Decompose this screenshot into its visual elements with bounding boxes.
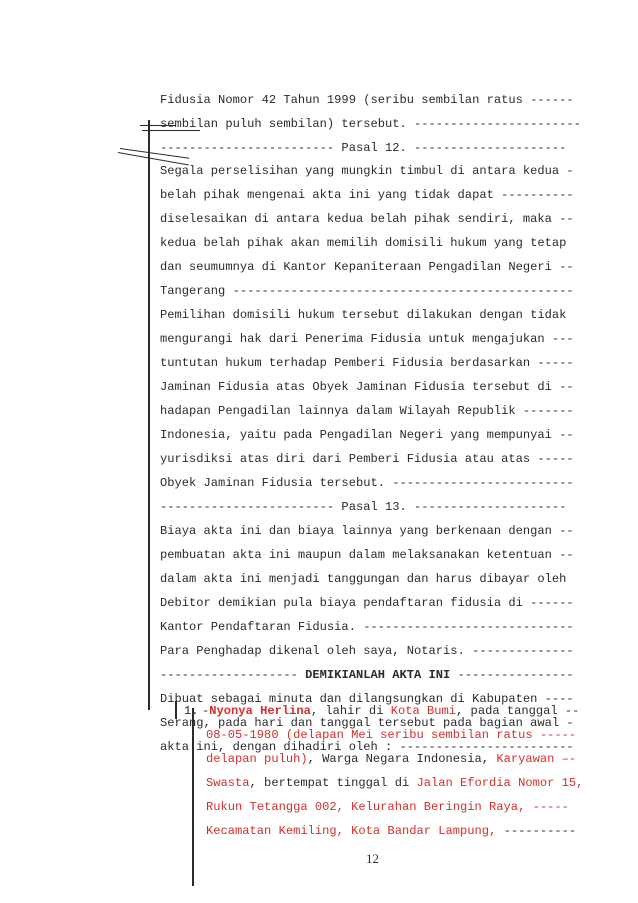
text-line: Indonesia, yaitu pada Pengadilan Negeri yang mempunyai -- bbox=[160, 428, 574, 442]
text-line: belah pihak mengenai akta ini yang tidak dapat ---------- bbox=[160, 188, 574, 202]
closing-dash-after: ---------------- bbox=[450, 668, 574, 682]
closing-title: DEMIKIANLAH AKTA INI bbox=[305, 668, 451, 682]
text-line: dan seumumnya di Kantor Kepaniteraan Pengadilan Negeri -- bbox=[160, 260, 574, 274]
margin-rule-main bbox=[148, 120, 150, 710]
text-line: kedua belah pihak akan memilih domisili hukum yang tetap bbox=[160, 236, 567, 250]
party-dash: - bbox=[202, 704, 210, 718]
text-line: Segala perselisihan yang mungkin timbul di antara kedua - bbox=[160, 164, 574, 178]
text-line: Kantor Pendaftaran Fidusia. ----------------------------- bbox=[160, 620, 574, 634]
party-birthdate: 08-05-1980 (delapan Mei seribu sembilan ratus ----- bbox=[206, 728, 577, 742]
text-line: mengurangi hak dari Penerima Fidusia untuk mengajukan --- bbox=[160, 332, 574, 346]
text-line: hadapan Pengadilan lainnya dalam Wilayah Republik ------- bbox=[160, 404, 574, 418]
text-line: yurisdiksi atas diri dari Pemberi Fidusia atau atas ----- bbox=[160, 452, 574, 466]
text-line: sembilan puluh sembilan) tersebut. ----------------------- bbox=[160, 117, 581, 131]
text-line: Para Penghadap dikenal oleh saya, Notaris. -------------- bbox=[160, 644, 574, 658]
text-line: Jaminan Fidusia atas Obyek Jaminan Fidusia tersebut di -- bbox=[160, 380, 574, 394]
party-line-4 bbox=[206, 775, 583, 791]
text-line: Fidusia Nomor 42 Tahun 1999 (seribu sembilan ratus ------ bbox=[160, 93, 574, 107]
party-name: Nyonya Herlina bbox=[209, 704, 311, 718]
text-line: Dibuat sebagai minuta dan dilangsungkan di Kabupaten ---- bbox=[160, 692, 574, 706]
party-text: , lahir di bbox=[310, 704, 391, 718]
party-line-1 bbox=[202, 703, 579, 719]
text-line: dalam akta ini menjadi tanggungan dan harus dibayar oleh bbox=[160, 572, 567, 586]
text-line: akta ini, dengan dihadiri oleh : ------------------------ bbox=[160, 740, 574, 754]
closing-heading bbox=[160, 667, 574, 683]
pasal-12-heading: ------------------------ Pasal 12. --------------------- bbox=[160, 141, 567, 155]
text-line: tuntutan hukum terhadap Pemberi Fidusia berdasarkan ----- bbox=[160, 356, 574, 370]
party-text: , pada tanggal -- bbox=[456, 704, 580, 718]
closing-dash-before: ------------------- bbox=[160, 668, 306, 682]
party-address: Jalan Efordia Nomor 15, bbox=[416, 776, 584, 790]
text-line: Debitor demikian pula biaya pendaftaran fidusia di ------ bbox=[160, 596, 574, 610]
text-line: Biaya akta ini dan biaya lainnya yang berkenaan dengan -- bbox=[160, 524, 574, 538]
party-line-3 bbox=[206, 751, 576, 767]
party-text: , Warga Negara Indonesia, bbox=[307, 752, 497, 766]
page-number: 12 bbox=[366, 851, 379, 866]
text-line: Tangerang ----------------------------------------------- bbox=[160, 284, 574, 298]
party-birthdate-cont: delapan puluh) bbox=[206, 752, 308, 766]
pasal-13-heading: ------------------------ Pasal 13. --------------------- bbox=[160, 500, 567, 514]
text-line: diselesaikan di antara kedua belah pihak sendiri, maka -- bbox=[160, 212, 574, 226]
party-number: 1. bbox=[184, 704, 199, 718]
party-occupation: Karyawan –- bbox=[496, 752, 577, 766]
text-line: Serang, pada hari dan tanggal tersebut pada bagian awal - bbox=[160, 716, 574, 730]
party-text: , bertempat tinggal di bbox=[249, 776, 417, 790]
text-line: Pemilihan domisili hukum tersebut dilakukan dengan tidak bbox=[160, 308, 567, 322]
party-text: ---------- bbox=[496, 824, 577, 838]
margin-rule-party bbox=[192, 708, 194, 886]
text-line: pembuatan akta ini maupun dalam melaksanakan ketentuan -- bbox=[160, 548, 574, 562]
party-address-cont: Rukun Tetangga 002, Kelurahan Beringin Raya, ----- bbox=[206, 800, 569, 814]
party-birthplace: Kota Bumi bbox=[390, 704, 457, 718]
text-line: Obyek Jaminan Fidusia tersebut. ------------------------- bbox=[160, 476, 574, 490]
party-line-6 bbox=[206, 823, 576, 839]
party-occupation-cont: Swasta bbox=[206, 776, 250, 790]
party-address-end: Kecamatan Kemiling, Kota Bandar Lampung, bbox=[206, 824, 497, 838]
